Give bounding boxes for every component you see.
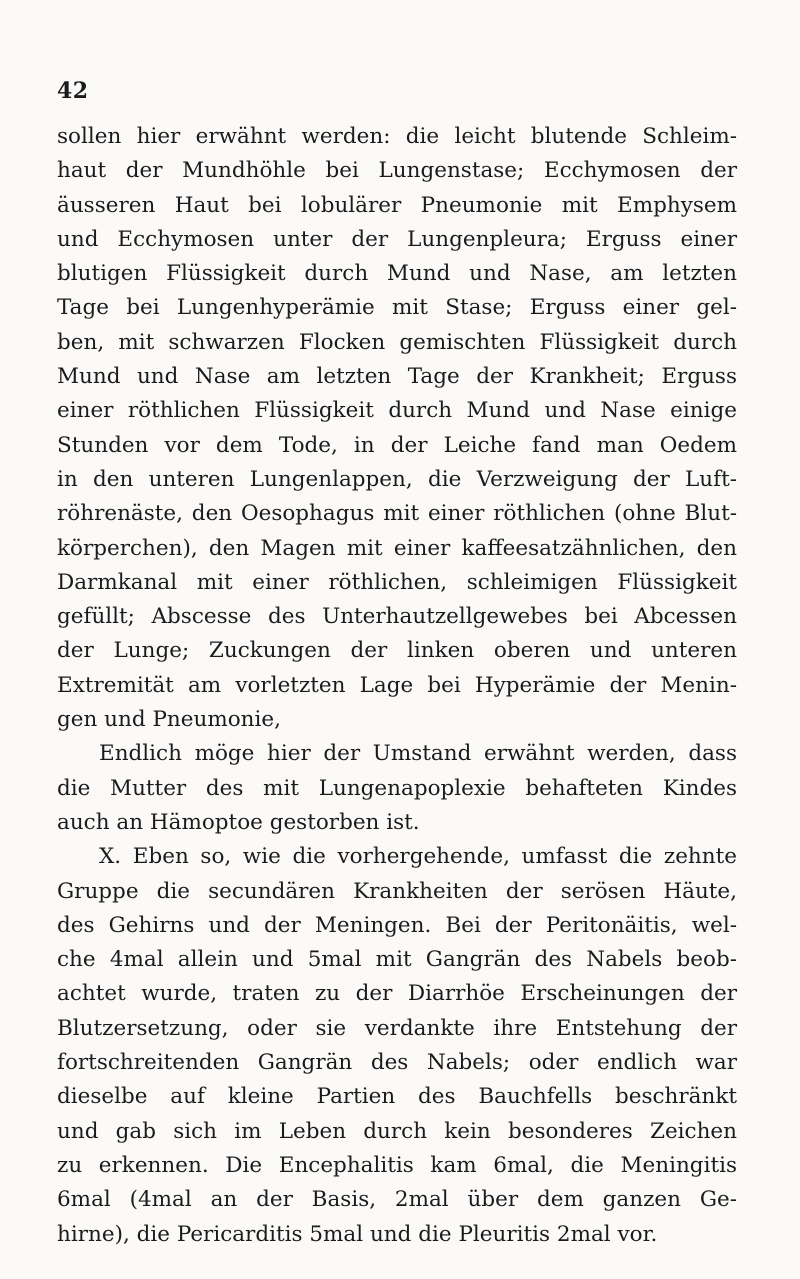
text-line: dieselbe auf kleine Partien des Bauchfells beschränkt [57,1084,737,1110]
page-number: 42 [57,78,89,104]
text-line: Tage bei Lungenhyperämie mit Stase; Erguss einer gel- [57,295,737,321]
text-line: zu erkennen. Die Encephalitis kam 6mal, die Meningitis [57,1152,737,1178]
text-line: einer röthlichen Flüssigkeit durch Mund und Nase einige [57,398,737,424]
text-line: Stunden vor dem Tode, in der Leiche fand man Oedem [57,432,737,458]
text-line: hirne), die Pericarditis 5mal und die Pleuritis 2mal vor. [57,1221,658,1247]
text-line: der Lunge; Zuckungen der linken oberen und unteren [57,638,737,664]
text-line: sollen hier erwähnt werden: die leicht blutende Schleim- [57,124,737,149]
text-line: äusseren Haut bei lobulärer Pneumonie mit Emphysem [57,192,737,218]
text-line: blutigen Flüssigkeit durch Mund und Nase, am letzten [57,261,737,287]
text-line: Gruppe die secundären Krankheiten der serösen Häute, [57,878,737,904]
text-line: Extremität am vorletzten Lage bei Hyperämie der Menin- [57,672,737,698]
text-line: und Ecchymosen unter der Lungenpleura; Erguss einer [57,226,737,252]
text-line: in den unteren Lungenlappen, die Verzweigung der Luft- [57,466,737,492]
text-line: Darmkanal mit einer röthlichen, schleimigen Flüssigkeit [57,569,737,595]
text-line: haut der Mundhöhle bei Lungenstase; Ecchymosen der [57,158,737,184]
text-line: X. Eben so, wie die vorhergehende, umfasst die zehnte [99,844,737,870]
body-text [57,120,737,1252]
text-line: die Mutter des mit Lungenapoplexie behafteten Kindes [57,775,737,801]
text-line: ben, mit schwarzen Flocken gemischten Flüssigkeit durch [57,329,737,355]
text-line: achtet wurde, traten zu der Diarrhöe Erscheinungen der [57,981,737,1007]
text-line: fortschreitenden Gangrän des Nabels; oder endlich war [57,1050,737,1076]
text-line: gefüllt; Abscesse des Unterhautzellgewebes bei Abcessen [57,604,737,630]
text-line: und gab sich im Leben durch kein besonderes Zeichen [57,1118,737,1144]
text-line: körperchen), den Magen mit einer kaffeesatzähnlichen, den [57,535,737,561]
text-line: röhrenäste, den Oesophagus mit einer röthlichen (ohne Blut- [57,501,737,527]
text-line: 6mal (4mal an der Basis, 2mal über dem ganzen Ge- [57,1187,737,1213]
text-line: auch an Hämoptoe gestorben ist. [57,809,420,835]
text-line: des Gehirns und der Meningen. Bei der Peritonäitis, wel- [57,912,737,938]
text-line: Endlich möge hier der Umstand erwähnt werden, dass [99,741,737,767]
text-line: che 4mal allein und 5mal mit Gangrän des Nabels beob- [57,947,737,973]
text-line: Mund und Nase am letzten Tage der Krankheit; Erguss [57,364,737,390]
text-line: Blutzersetzung, oder sie verdankte ihre Entstehung der [57,1015,737,1041]
text-line: gen und Pneumonie, [57,707,281,733]
